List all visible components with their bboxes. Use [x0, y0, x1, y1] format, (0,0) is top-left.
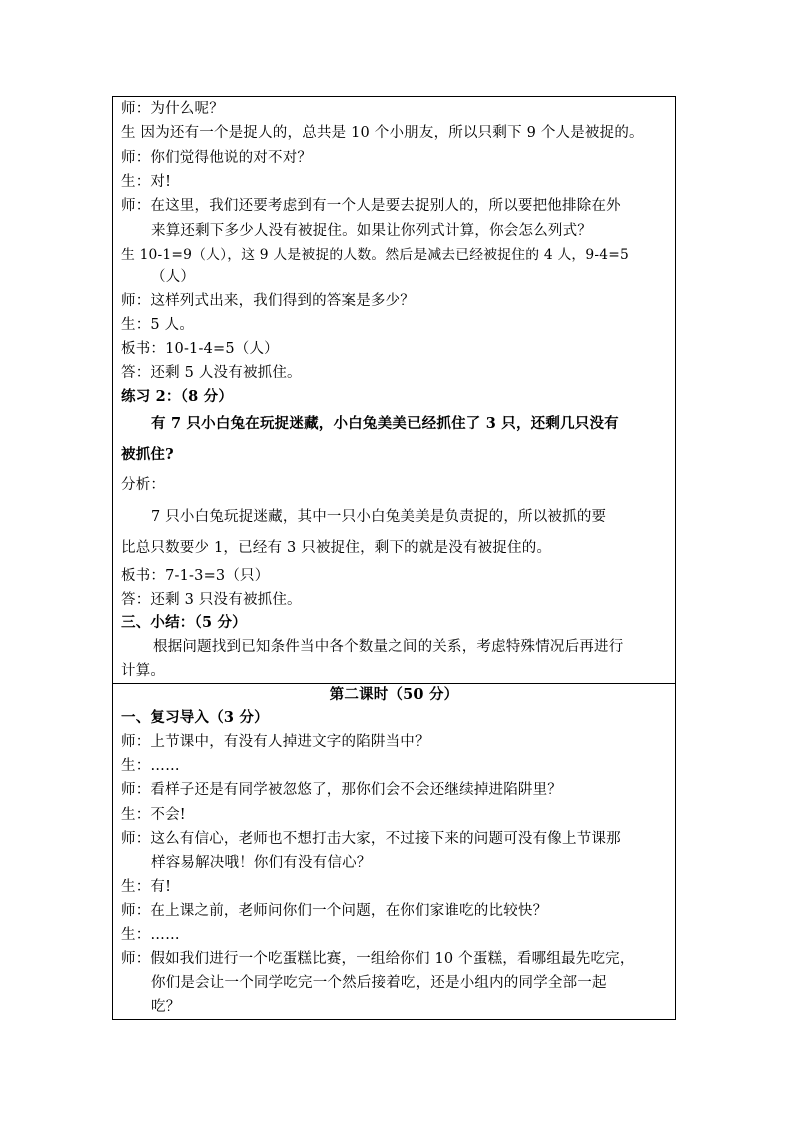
text-line: 分析：: [121, 477, 166, 493]
exercise-question: 有 7 只小白兔在玩捉迷藏，小白兔美美已经抓住了 3 只，还剩几只没有: [151, 415, 619, 432]
exercise-heading: 练习 2：（8 分）: [121, 388, 234, 405]
text-line: 师：为什么呢？: [121, 101, 224, 117]
text-line: 答：还剩 3 只没有被抓住。: [121, 592, 302, 608]
text-line: 生：5 人。: [121, 317, 195, 333]
text-line: 来算还剩下多少人没有被捉住。如果让你列式计算，你会怎么列式？: [151, 223, 592, 239]
text-line: 计算。: [121, 663, 166, 679]
text-line: 师：在上课之前，老师问你们一个问题，在你们家谁吃的比较快？: [121, 903, 548, 919]
text-line: 样容易解决哦！你们有没有信心？: [151, 855, 372, 871]
text-line: 师：看样子还是有同学被忽悠了，那你们会不会还继续掉进陷阱里？: [121, 782, 562, 798]
section-heading: 一、复习导入（3 分）: [121, 709, 269, 726]
summary-heading: 三、小结：（5 分）: [121, 614, 247, 631]
text-line: 答：还剩 5 人没有被抓住。: [121, 365, 302, 381]
lesson-table: [112, 96, 676, 1020]
text-line: 吃？: [151, 999, 181, 1015]
text-line: 师：上节课中，有没有人掉进文字的陷阱当中？: [121, 734, 430, 750]
text-line: （人）: [151, 269, 196, 285]
text-line: 师：你们觉得他说的对不对？: [121, 150, 313, 166]
table-cell-lesson-two: [113, 684, 675, 1020]
lesson-title: 第二课时（50 分）: [329, 686, 459, 703]
text-line: 生 因为还有一个是捉人的，总共是 10 个小朋友，所以只剩下 9 个人是被捉的。: [121, 125, 644, 141]
text-line: 师：假如我们进行一个吃蛋糕比赛，一组给你们 10 个蛋糕，看哪组最先吃完，: [121, 951, 635, 967]
exercise-question: 被抓住?: [121, 446, 174, 463]
text-line: 你们是会让一个同学吃完一个然后接着吃，还是小组内的同学全部一起: [151, 975, 607, 991]
text-line: 生：有!: [121, 879, 172, 895]
text-line: 生 10-1=9（人），这 9 人是被捉的人数。然后是减去已经被捉住的 4 人，9-4=5: [121, 247, 629, 263]
text-line: 生：……: [121, 927, 180, 943]
text-line: 根据问题找到已知条件当中各个数量之间的关系，考虑特殊情况后再进行: [153, 639, 624, 655]
text-line: 生：……: [121, 758, 180, 774]
table-cell-lesson-one: [113, 97, 675, 683]
text-line: 生：对!: [121, 174, 172, 190]
text-line: 师：这样列式出来，我们得到的答案是多少？: [121, 293, 415, 309]
text-line: 生：不会!: [121, 807, 186, 823]
text-line: 7 只小白兔玩捉迷藏，其中一只小白兔美美是负责捉的，所以被抓的要: [151, 509, 607, 525]
text-line: 比总只数要少 1，已经有 3 只被捉住，剩下的就是没有被捉住的。: [121, 540, 552, 556]
text-line: 师：这么有信心，老师也不想打击大家，不过接下来的问题可没有像上节课那: [121, 831, 621, 847]
text-line: 师：在这里，我们还要考虑到有一个人是要去捉别人的，所以要把他排除在外: [121, 198, 621, 214]
text-line: 板书：10-1-4=5（人）: [121, 341, 279, 357]
text-line: 板书：7-1-3=3（只）: [121, 568, 270, 584]
